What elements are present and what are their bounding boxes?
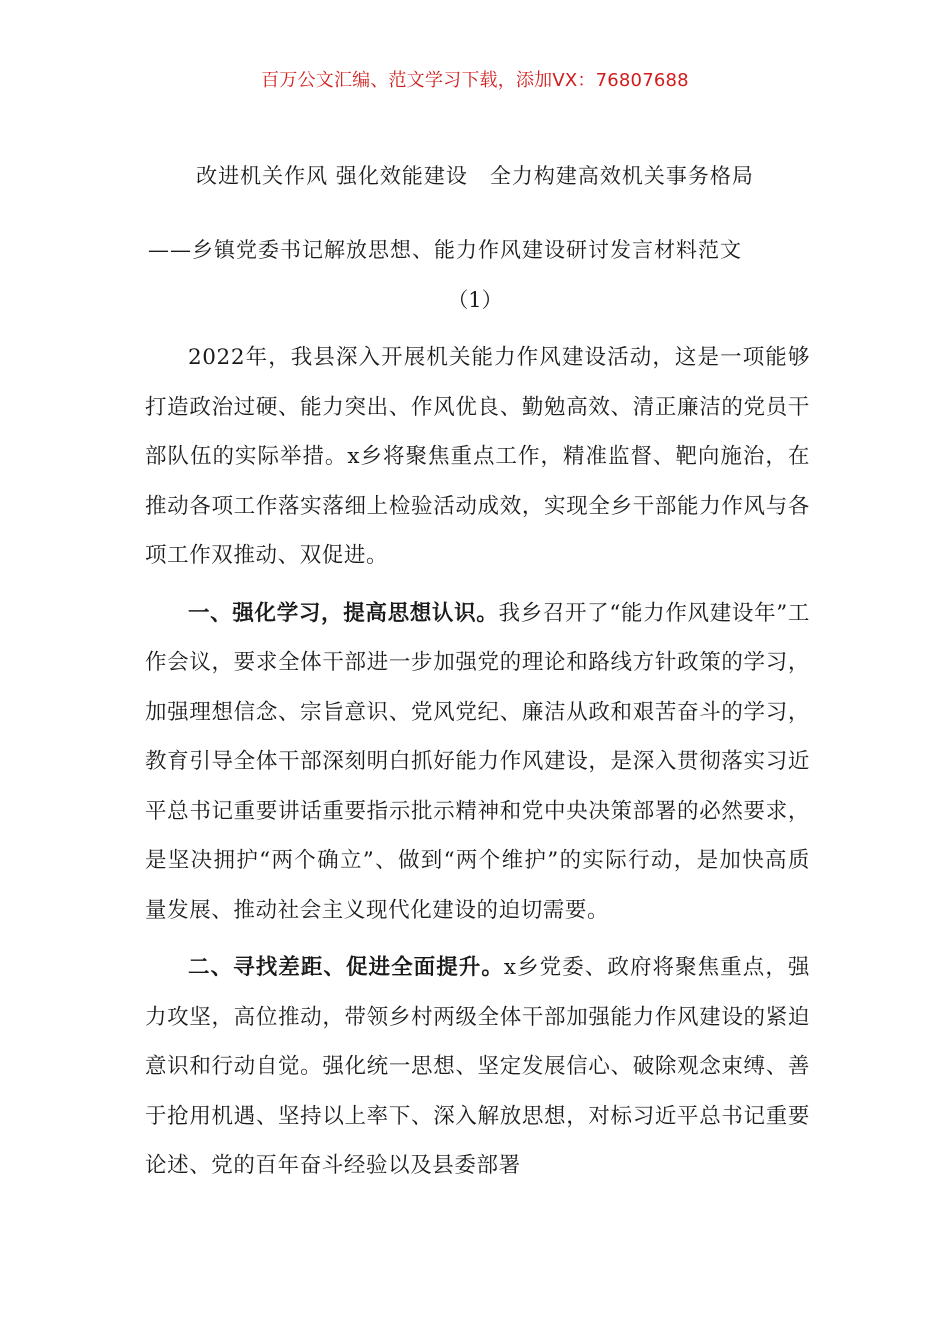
paragraph-text: 我乡召开了“能力作风建设年”工作会议，要求全体干部进一步加强党的理论和路线方针政策的学习，加强理想信念、宗旨意识、党风党纪、廉洁从政和艰苦奋斗的学习，教育引导全体干部深刻明白抓好能力作风建设，是深入贯彻落实习近平总书记重要讲话重要指示批示精神和党中央决策部署的必然要求，是坚决拥护“两个确立”、做到“两个维护”的实际行动，是加快高质量发展、推动社会主义现代化建设的迫切需要。 [145, 600, 811, 923]
document-subtitle-number: （1） [447, 288, 503, 312]
paragraph-text: 2022年，我县深入开展机关能力作风建设活动，这是一项能够打造政治过硬、能力突出、作风优良、勤勉高效、清正廉洁的党员干部队伍的实际举措。x乡将聚焦重点工作，精准监督、靶向施治，在推动各项工作落实落细上检验活动成效，实现全乡干部能力作风与各项工作双推动、双促进。 [145, 345, 810, 568]
paragraph-1 [145, 333, 810, 581]
document-subtitle: ——乡镇党委书记解放思想、能力作风建设研讨发言材料范文 [148, 238, 742, 262]
paragraph-2 [145, 589, 810, 936]
paragraph-3 [145, 943, 810, 1191]
document-body [145, 333, 810, 1199]
watermark-header: 百万公文汇编、范文学习下载，添加VX：76807688 [261, 70, 689, 91]
paragraph-lead: 一、强化学习，提高思想认识。 [188, 600, 499, 626]
paragraph-text: x乡党委、政府将聚焦重点，强力攻坚，高位推动，带领乡村两级全体干部加强能力作风建设的紧迫意识和行动自觉。强化统一思想、坚定发展信心、破除观念束缚、善于抢用机遇、坚持以上率下、深入解放思想，对标习近平总书记重要论述、党的百年奋斗经验以及县委部署 [145, 955, 810, 1178]
document-title: 改进机关作风 强化效能建设 全力构建高效机关事务格局 [196, 164, 754, 188]
paragraph-lead: 二、寻找差距、促进全面提升。 [188, 955, 504, 980]
